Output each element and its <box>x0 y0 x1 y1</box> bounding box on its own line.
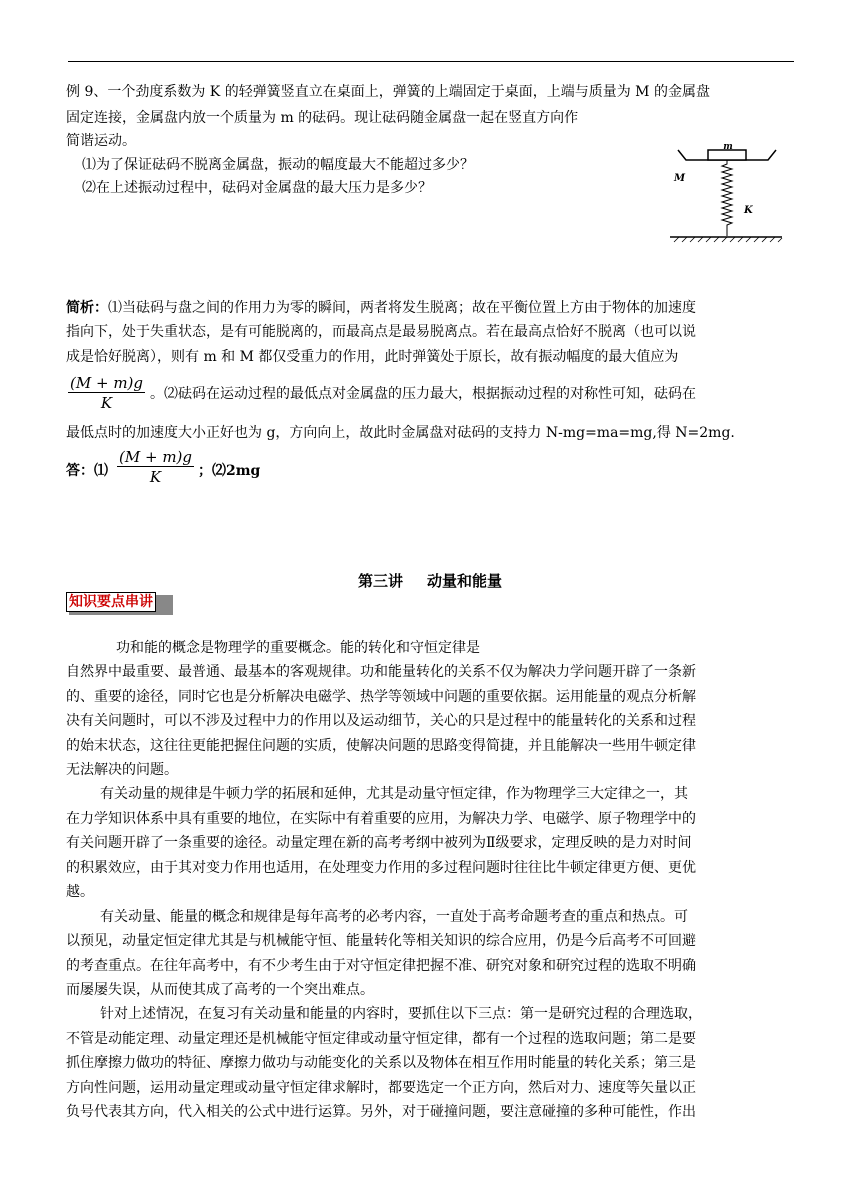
answer-fraction <box>117 448 194 487</box>
spring-plate-figure <box>670 144 790 244</box>
analysis-line-3: 成是恰好脱离），则有 m 和 M 都仅受重力的作用，此时弹簧处于原长，故有振动幅度的最大值应为 <box>66 349 679 365</box>
label-M: M <box>674 173 686 184</box>
question-1: ⑴为了保证砝码不脱离金属盘，振动的幅度最大不能超过多少？ <box>82 157 474 173</box>
answer-fraction-denominator: K <box>149 468 162 486</box>
answer-fraction-numerator: (M + m)g <box>119 448 192 466</box>
body-line-14: 的考查重点。在往年高考中，有不少考生由于对守恒定律把握不准、研究对象和研究过程的选取不明确 <box>66 958 696 974</box>
analysis-line-2: 指向下，处于失重状态，是有可能脱离的，而最高点是最易脱离点。若在最高点恰好不脱离（也可以说 <box>66 324 696 340</box>
analysis-fraction-denominator: K <box>100 394 113 412</box>
body-line-6: 无法解决的问题。 <box>66 762 178 778</box>
answer-prefix <box>66 463 108 479</box>
section-title <box>0 570 860 591</box>
body-line-12: 有关动量、能量的概念和规律是每年高考的必考内容，一直处于高考命题考查的重点和热点。可 <box>100 909 688 925</box>
analysis-label: 简析： <box>66 300 108 316</box>
spring <box>722 160 732 236</box>
body-line-9: 有关问题开辟了一条重要的途径。动量定理在新的高考考纲中被列为Ⅱ级要求，定理反映的是力对时间 <box>66 835 692 851</box>
body-line-17: 不管是动能定理、动量定理还是机械能守恒定律或动量守恒定律，都有一个过程的选取问题；第二是要 <box>66 1031 696 1047</box>
analysis-fraction-numerator: (M + m)g <box>70 374 143 392</box>
analysis-line-1 <box>66 300 696 316</box>
example-line-3: 简谐运动。 <box>66 133 136 149</box>
body-line-3: 的、重要的途径，同时它也是分析解决电磁学、热学等领域中问题的重要依据。运用能量的观点分析解 <box>66 689 696 705</box>
analysis-text-1: ⑴当砝码与盘之间的作用力为零的瞬间，两者将发生脱离；故在平衡位置上方由于物体的加速度 <box>108 300 696 316</box>
example-line-2: 固定连接，金属盘内放一个质量为 m 的砝码。现让砝码随金属盘一起在竖直方向作 <box>66 110 579 126</box>
body-line-18: 抓住摩擦力做功的特征、摩擦力做功与动能变化的关系以及物体在相互作用时能量的转化关系；第三是 <box>66 1055 696 1071</box>
body-line-20: 负号代表其方向，代入相关的公式中进行运算。另外，对于碰撞问题，要注意碰撞的多种可能性，作出 <box>66 1104 696 1120</box>
body-line-7: 有关动量的规律是牛顿力学的拓展和延伸，尤其是动量守恒定律，作为物理学三大定律之一，其 <box>100 786 688 802</box>
body-line-2: 自然界中最重要、最普通、最基本的客观规律。功和能量转化的关系不仅为解决力学问题开辟了一条新 <box>66 664 696 680</box>
body-line-13: 以预见，动量定恒定律尤其是与机械能守恒、能量转化等相关知识的综合应用，仍是今后高考不可回避 <box>66 933 696 949</box>
analysis-line-5: 最低点时的加速度大小正好也为 g，方向向上，故此时金属盘对砝码的支持力 N-mg=ma=mg,得 N=2mg. <box>66 425 735 441</box>
answer-label: 答： <box>66 463 94 479</box>
body-line-11: 越。 <box>66 884 94 900</box>
analysis-line-4: 。⑵砝码在运动过程的最低点对金属盘的压力最大，根据振动过程的对称性可知，砝码在 <box>150 386 696 402</box>
body-line-5: 的始末状态，这往往更能把握住问题的实质，使解决问题的思路变得简捷，并且能解决一些用牛顿定律 <box>66 738 696 754</box>
label-m: m <box>723 144 733 152</box>
label-K: K <box>744 205 753 216</box>
body-line-10: 的积累效应，由于其对变力作用也适用，在处理变力作用的多过程问题时往往比牛顿定律更方便、更优 <box>66 860 696 876</box>
body-line-1: 功和能的概念是物理学的重要概念。能的转化和守恒定律是 <box>116 640 480 656</box>
answer-part1: ⑴ <box>94 463 108 479</box>
body-line-19: 方向性问题，运用动量定理或动量守恒定律求解时，都要选定一个正方向，然后对力、速度等矢量以正 <box>66 1080 696 1096</box>
header-rule <box>68 61 794 62</box>
section-name: 动量和能量 <box>427 572 503 590</box>
body-line-16: 针对上述情况，在复习有关动量和能量的内容时，要抓住以下三点：第一是研究过程的合理选取， <box>100 1006 702 1022</box>
section-number: 第三讲 <box>357 572 403 590</box>
body-line-15: 而屡屡失误，从而使其成了高考的一个突出难点。 <box>66 982 374 998</box>
body-line-4: 决有关问题时，可以不涉及过程中力的作用以及运动细节，关心的只是过程中的能量转化的关系和过程 <box>66 713 696 729</box>
question-2: ⑵在上述振动过程中，砝码对金属盘的最大压力是多少？ <box>82 180 432 196</box>
example-line-1: 例 9、一个劲度系数为 K 的轻弹簧竖直立在桌面上，弹簧的上端固定于桌面，上端与质量为 M 的金属盘 <box>66 84 710 100</box>
knowledge-points-tag: 知识要点串讲 <box>66 592 156 612</box>
body-line-8: 在力学知识体系中具有重要的地位，在实际中有着重要的应用，为解决力学、电磁学、原子物理学中的 <box>66 811 696 827</box>
analysis-fraction <box>68 374 145 413</box>
answer-part2: ；⑵2mg <box>198 463 261 479</box>
